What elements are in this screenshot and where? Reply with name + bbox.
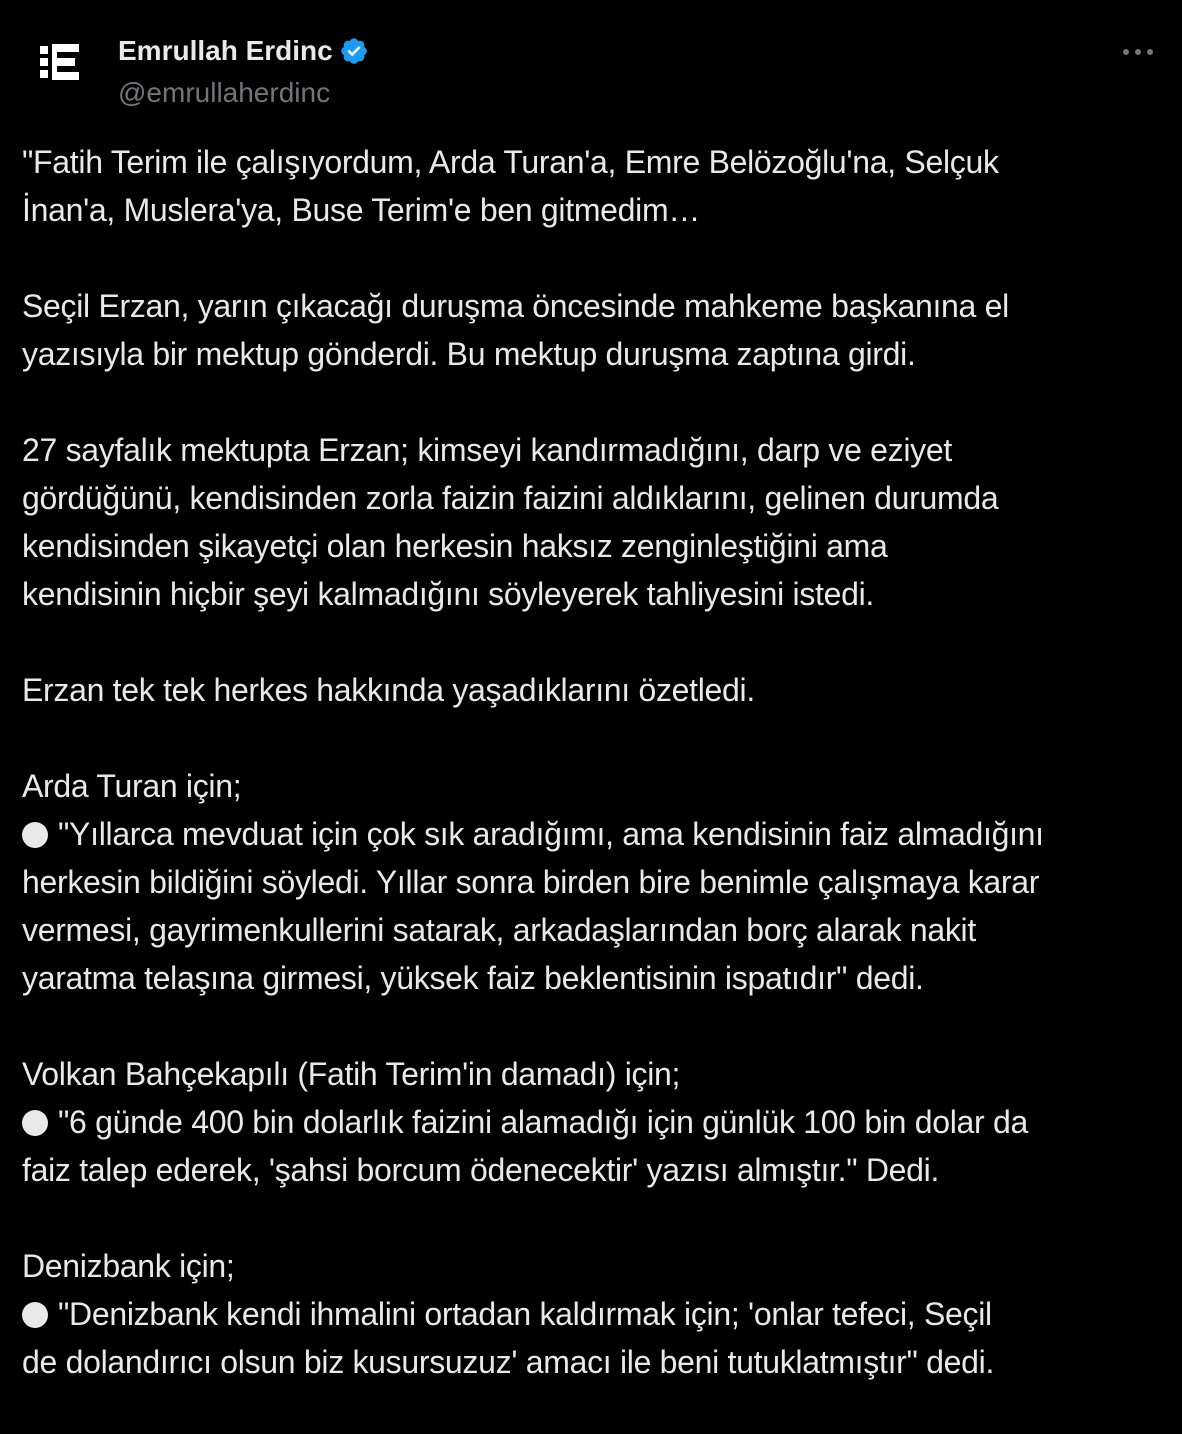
text-line: "Fatih Terim ile çalışıyordum, Arda Turan'a, Emre Belözoğlu'na, Selçuk bbox=[22, 144, 999, 180]
text-line: yaratma telaşına girmesi, yüksek faiz beklentisinin ispatıdır" dedi. bbox=[22, 960, 924, 996]
paragraph-3 bbox=[22, 426, 1162, 618]
text-line: kendisinden şikayetçi olan herkesin haksız zenginleştiğini ama bbox=[22, 528, 888, 564]
section-title: Arda Turan için; bbox=[22, 768, 242, 804]
section-volkan-bahcekapili bbox=[22, 1050, 1162, 1194]
tweet-header bbox=[22, 22, 1160, 118]
text-line: gördüğünü, kendisinden zorla faizin faizini aldıklarını, gelinen durumda bbox=[22, 480, 999, 516]
text-line: İnan'a, Muslera'ya, Buse Terim'e ben gitmedim… bbox=[22, 192, 701, 228]
more-horizontal-icon bbox=[1122, 48, 1154, 56]
paragraph-1 bbox=[22, 138, 1162, 234]
bullet-icon bbox=[22, 1302, 48, 1328]
bullet-icon bbox=[22, 1110, 48, 1136]
section-title: Denizbank için; bbox=[22, 1248, 235, 1284]
bullet-item bbox=[22, 810, 1162, 858]
name-row bbox=[118, 34, 369, 68]
author-handle[interactable]: @emrullaherdinc bbox=[118, 77, 331, 108]
text-line: Erzan tek tek herkes hakkında yaşadıklarını özetledi. bbox=[22, 672, 755, 708]
paragraph-2 bbox=[22, 282, 1162, 378]
text-line: "Denizbank kendi ihmalini ortadan kaldırmak için; 'onlar tefeci, Seçil bbox=[58, 1296, 992, 1332]
section-title: Volkan Bahçekapılı (Fatih Terim'in damadı) için; bbox=[22, 1056, 681, 1092]
tweet-text bbox=[22, 138, 1162, 1434]
text-line: 27 sayfalık mektupta Erzan; kimseyi kandırmadığını, darp ve eziyet bbox=[22, 432, 952, 468]
author-display-name[interactable]: Emrullah Erdinc bbox=[118, 35, 333, 66]
text-line: "Yıllarca mevduat için çok sık aradığımı, ama kendisinin faiz almadığını bbox=[58, 816, 1044, 852]
verified-badge-icon[interactable] bbox=[339, 36, 369, 66]
avatar[interactable] bbox=[22, 22, 102, 102]
text-line: yazısıyla bir mektup gönderdi. Bu mektup duruşma zaptına girdi. bbox=[22, 336, 916, 372]
text-line: faiz talep ederek, 'şahsi borcum ödenecektir' yazısı almıştır." Dedi. bbox=[22, 1152, 940, 1188]
text-line: herkesin bildiğini söyledi. Yıllar sonra birden bire benimle çalışmaya karar bbox=[22, 864, 1040, 900]
paragraph-4 bbox=[22, 666, 1162, 714]
ie-logo-icon bbox=[40, 44, 84, 80]
text-line: "6 günde 400 bin dolarlık faizini alamadığı için günlük 100 bin dolar da bbox=[58, 1104, 1028, 1140]
text-line: de dolandırıcı olsun biz kusursuzuz' amacı ile beni tutuklatmıştır" dedi. bbox=[22, 1344, 995, 1380]
text-line: vermesi, gayrimenkullerini satarak, arkadaşlarından borç alarak nakit bbox=[22, 912, 976, 948]
section-arda-turan bbox=[22, 762, 1162, 1002]
bullet-icon bbox=[22, 822, 48, 848]
text-line: Seçil Erzan, yarın çıkacağı duruşma öncesinde mahkeme başkanına el bbox=[22, 288, 1009, 324]
more-options-button[interactable] bbox=[1116, 38, 1160, 66]
text-line: kendisinin hiçbir şeyi kalmadığını söyleyerek tahliyesini istedi. bbox=[22, 576, 875, 612]
bullet-item bbox=[22, 1098, 1162, 1146]
bullet-item bbox=[22, 1290, 1162, 1338]
section-denizbank bbox=[22, 1242, 1162, 1386]
